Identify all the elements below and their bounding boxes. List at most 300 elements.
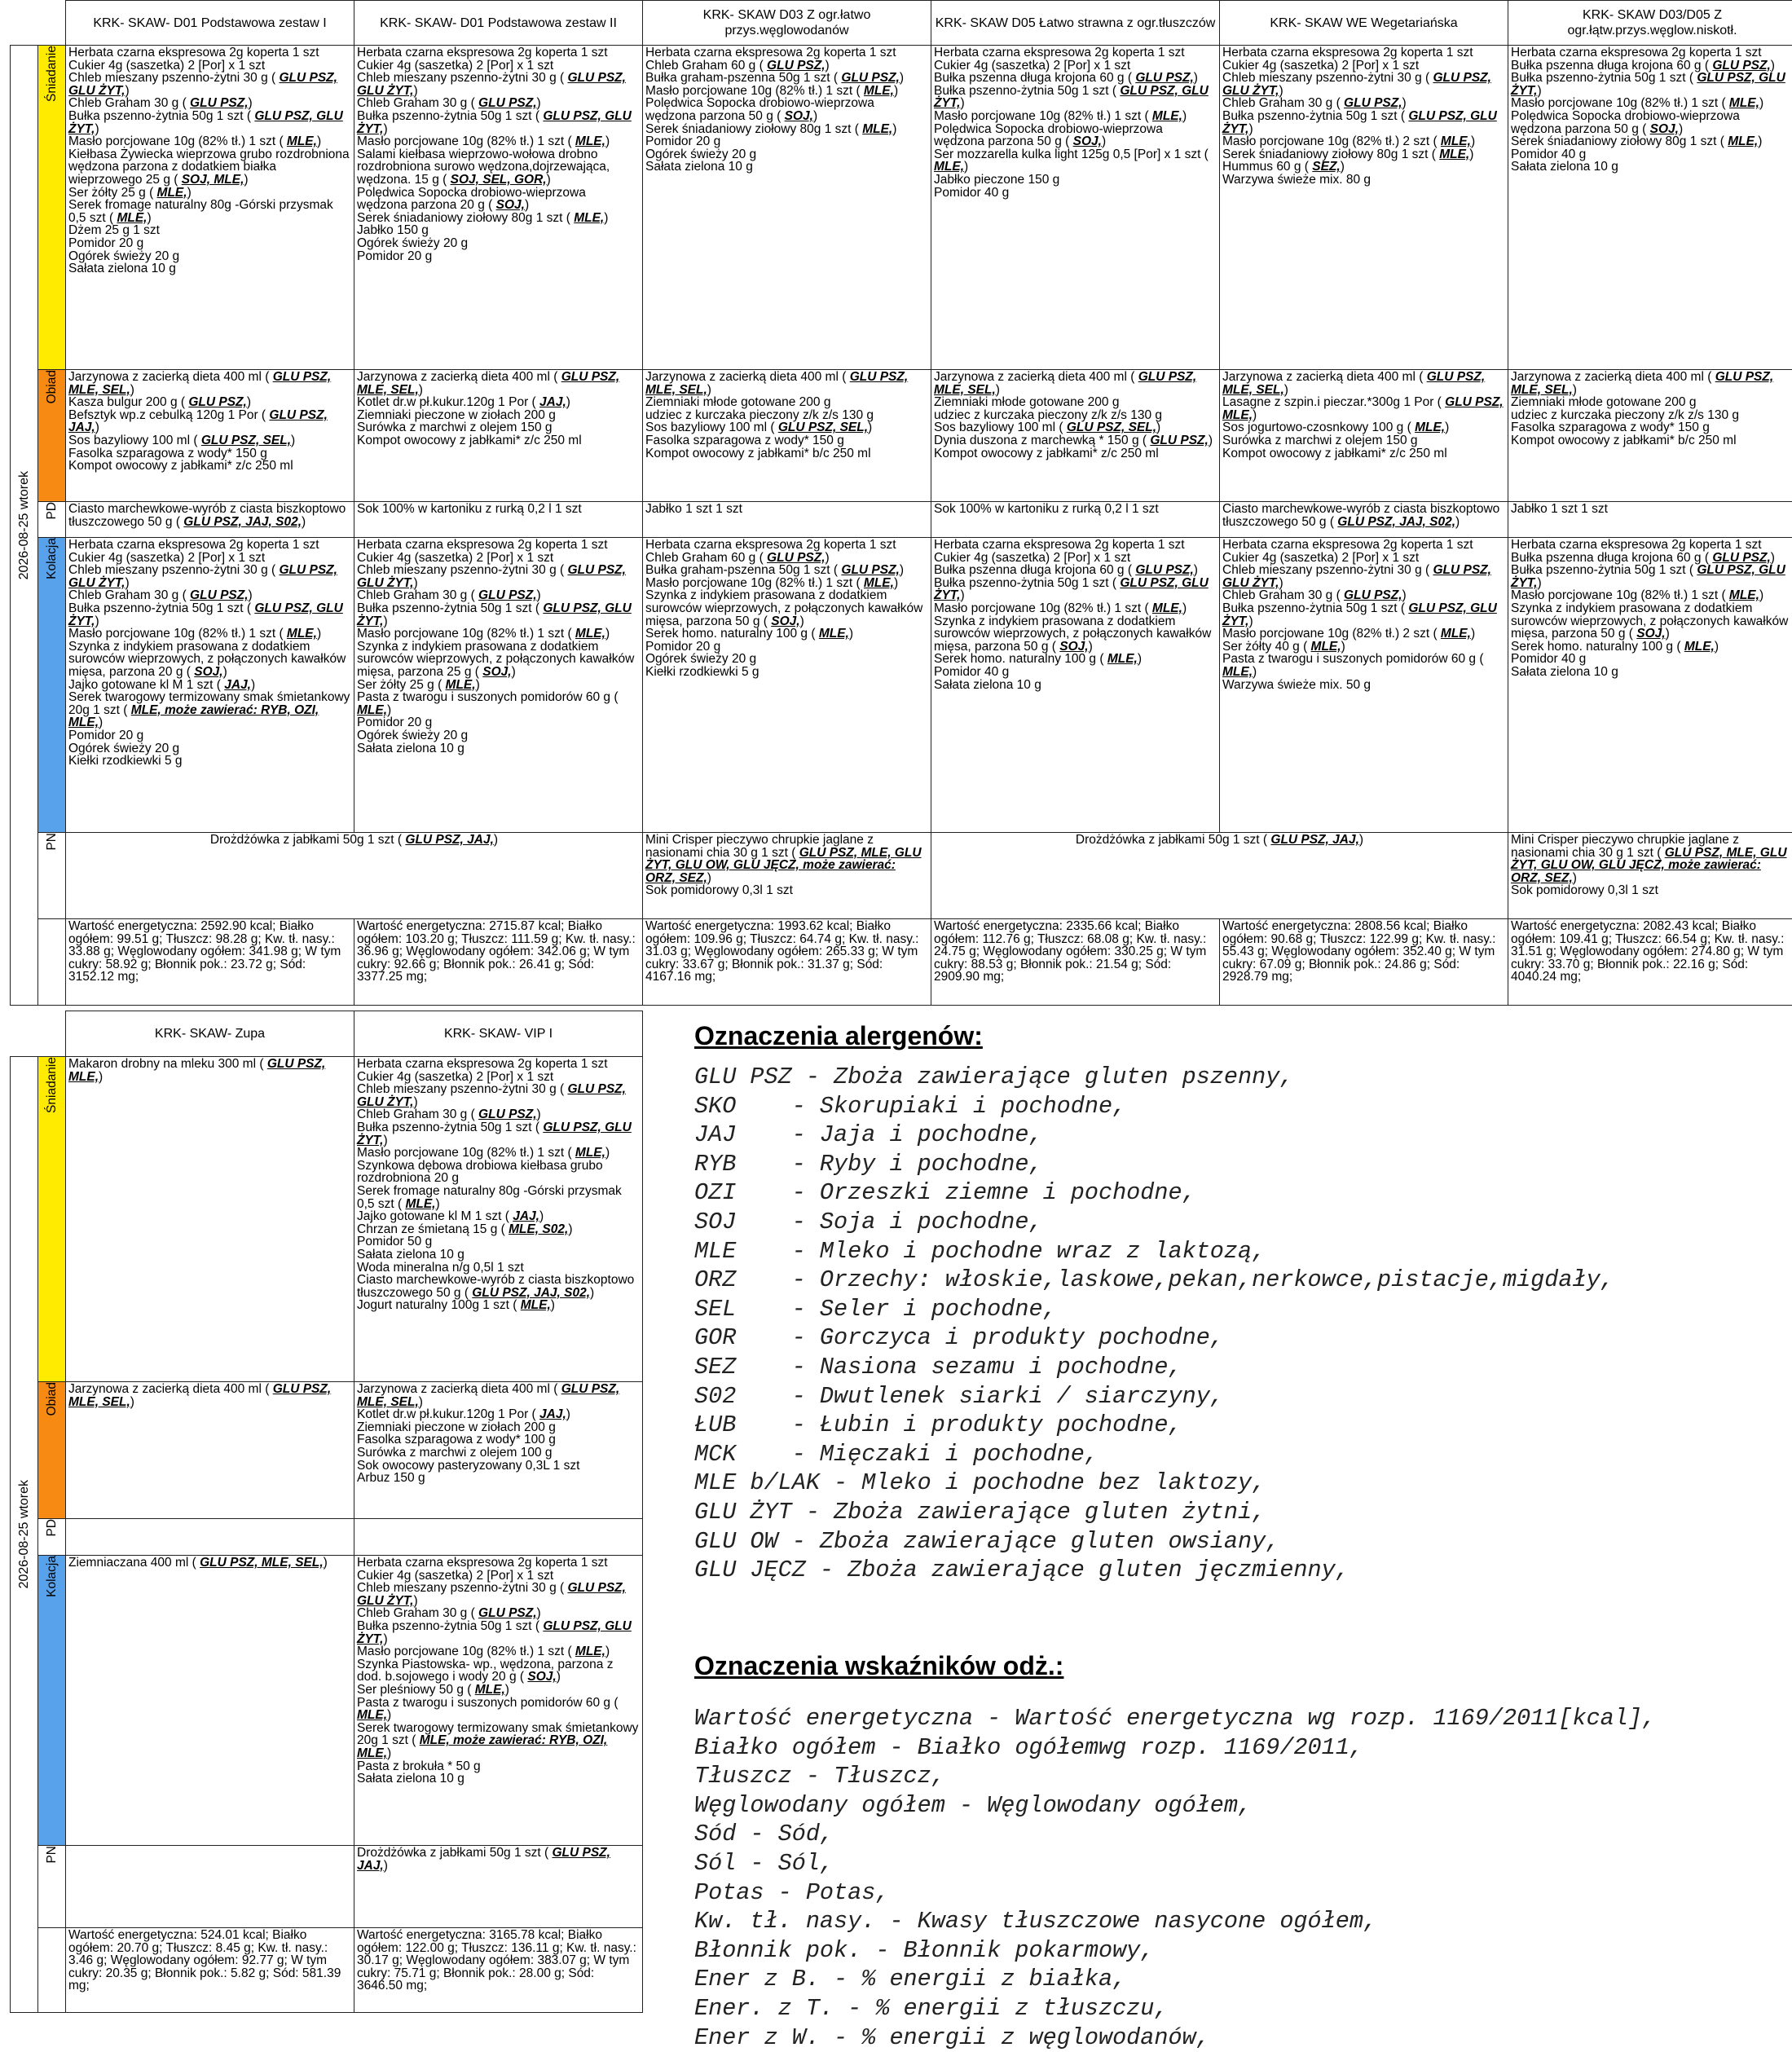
menu-item [357, 72, 640, 97]
menu-item-text: Chleb Graham 30 g ( [68, 588, 190, 602]
allergen-codes: GLU PSZ, GLU ŻYT, [357, 601, 632, 628]
menu-item [68, 627, 351, 641]
allergen-codes: MLE, [475, 1683, 505, 1697]
menu-item [68, 262, 351, 275]
menu-item-text: Fasolka szparagowa z wody* 150 g [1511, 421, 1710, 434]
menu-item [934, 123, 1217, 148]
allergen-codes: MLE, [1728, 134, 1758, 148]
allergen-codes: GLU PSZ, GLU ŻYT, [68, 601, 343, 628]
allergen-codes: MLE, [575, 1645, 605, 1658]
menu-item [357, 1108, 640, 1121]
menu-item-text: Kiełki rzodkiewki 5 g [68, 754, 183, 768]
allergen-codes: MLE, [864, 84, 894, 98]
menu-item [1511, 602, 1792, 641]
menu-item-text: Herbata czarna ekspresowa 2g koperta 1 szt [1511, 538, 1762, 552]
menu-item [357, 1772, 640, 1786]
menu-item-text: Chleb Graham 30 g ( [1222, 96, 1344, 110]
menu-item [1511, 409, 1792, 422]
menu-item-text: udziec z kurczaka pieczony z/k z/s 130 g [934, 408, 1162, 422]
menu-item-text: Herbata czarna ekspresowa 2g koperta 1 szt [1511, 46, 1762, 59]
menu-item [68, 1383, 351, 1408]
menu-item-text: Chleb mieszany pszenno-żytni 30 g ( [1222, 71, 1433, 85]
menu-cell [643, 370, 931, 502]
date-label: 2026-08-25 wtorek [16, 471, 33, 579]
menu-item-text: Kotlet dr.w pł.kukur.120g 1 Por ( [357, 1407, 539, 1421]
allergen-codes: JAJ, [539, 1407, 566, 1421]
allergen-close: ) [1759, 588, 1763, 602]
allergen-close: ) [251, 678, 255, 692]
menu-item [1222, 503, 1505, 528]
menu-item-text: Pomidor 20 g [68, 729, 143, 742]
allergen-close: ) [1359, 833, 1363, 847]
menu-item [357, 503, 640, 516]
allergen-codes: GLU PSZ, [190, 588, 248, 602]
menu-item [1222, 59, 1505, 73]
allergen-close: ) [813, 109, 817, 123]
allergen-codes: GLU PSZ, MLE, [1222, 395, 1504, 422]
menu-item-text: Ziemniaki młode gotowane 200 g [1511, 395, 1696, 409]
allergen-codes: GLU PSZ, [1344, 588, 1402, 602]
menu-item-text: Jarzynowa z zacierką dieta 400 ml ( [357, 370, 561, 384]
menu-item [357, 148, 640, 187]
menu-item-text: Serek śniadaniowy ziołowy 80g 1 szt ( [1222, 148, 1439, 161]
allergen-codes: SOJ, [1636, 627, 1665, 641]
indicator-legend-item: Błonnik pok. - Błonnik pokarmowy, [694, 1936, 1786, 1966]
allergen-close: ) [566, 395, 570, 409]
menu-item-text: Bułka pszenno-żytnia 50g 1 szt ( [357, 601, 543, 615]
allergen-close: ) [387, 1708, 391, 1722]
menu-item [357, 1722, 640, 1760]
menu-item-text: Pasta z twarogu i suszonych pomidorów 60 g ( [357, 1696, 619, 1710]
menu-item-text: Salami kiełbasa wieprzowo-wołowa drobno rozdrobniona surowo wędzona,dojrzewająca, wędzona. 15 g ( [357, 148, 610, 187]
allergen-codes: MLE, [1439, 148, 1469, 161]
allergen-close: ) [960, 588, 964, 602]
allergen-close: ) [383, 1632, 387, 1646]
menu-item-text: Sos jogurtowo-czosnkowy 100 g ( [1222, 421, 1415, 434]
menu-item-text: Masło porcjowane 10g (82% tł.) 1 szt ( [934, 109, 1152, 123]
menu-cell [1220, 46, 1508, 370]
menu-item [357, 1071, 640, 1084]
energy-cell: Wartość energetyczna: 2592.90 kcal; Białko ogółem: 99.51 g; Tłuszcz: 98.28 g; Kw. tł. nasy.: 33.88 g; Węglowodany ogółem: 341.98 g; W tym cukry: 58.92 g; Błonnik pok.: 23.72 g; Sód: 3152.12 mg; [66, 919, 354, 1006]
allergen-close: ) [494, 833, 498, 847]
menu-item [1511, 641, 1792, 654]
allergen-legend-item: MCK - Mięczaki i pochodne, [694, 1440, 1786, 1469]
menu-item [1511, 148, 1792, 161]
allergen-close: ) [387, 1746, 391, 1760]
menu-item-text: Ziemniaki pieczone w ziołach 200 g [357, 408, 556, 422]
allergen-close: ) [1759, 96, 1763, 110]
menu-item [645, 577, 928, 590]
menu-cell [354, 1057, 643, 1382]
allergen-codes: GLU PSZ, MLE, SEL, [357, 370, 619, 397]
menu-cell [643, 538, 931, 833]
menu-item [645, 97, 928, 122]
allergen-codes: MLE, [446, 678, 476, 692]
allergen-close: ) [130, 1395, 134, 1409]
menu-item-text: Hummus 60 g ( [1222, 160, 1312, 174]
menu-item [357, 1847, 640, 1872]
allergen-close: ) [317, 627, 321, 641]
menu-item-text: Sok owocowy pasteryzowany 0,3L 1 szt [357, 1459, 579, 1473]
allergen-close: ) [826, 551, 830, 565]
allergen-codes: MLE, S02, [509, 1222, 568, 1236]
allergen-close: ) [247, 395, 251, 409]
allergen-close: ) [1284, 383, 1288, 397]
allergen-legend-item: MLE b/LAK - Mleko i pochodne bez laktozy, [694, 1469, 1786, 1498]
allergen-codes: MLE, może zawierać: RYB, OZI, MLE, [357, 1733, 607, 1760]
menu-item-text: Ser żółty 25 g ( [68, 186, 157, 200]
allergen-close: ) [1279, 576, 1283, 590]
allergen-codes: MLE, [357, 1708, 387, 1722]
menu-item-text: Masło porcjowane 10g (82% tł.) 1 szt ( [645, 576, 864, 590]
menu-cell [1220, 370, 1508, 502]
menu-item [1222, 371, 1505, 396]
menu-item-text: Cukier 4g (saszetka) 2 [Por] x 1 szt [934, 59, 1130, 73]
allergen-close: ) [604, 211, 608, 225]
menu-item [357, 1299, 640, 1312]
menu-item [68, 503, 351, 528]
menu-item-text: Bułka pszenno-żytnia 50g 1 szt ( [357, 1619, 543, 1633]
allergen-close: ) [1471, 627, 1475, 641]
menu-item-text: Jarzynowa z zacierką dieta 400 ml ( [645, 370, 850, 384]
allergen-close: ) [1771, 59, 1775, 73]
menu-item [68, 589, 351, 602]
allergen-codes: GLU PSZ, GLU ŻYT, [357, 1581, 626, 1608]
allergen-close: ) [476, 678, 480, 692]
menu-cell [66, 1846, 354, 1928]
diet-header: KRK- SKAW- VIP I [354, 1011, 643, 1057]
menu-item-text: Drożdżówka z jabłkami 50g 1 szt ( [1076, 833, 1270, 847]
menu-item-text: Surówka z marchwi z olejem 100 g [357, 1446, 553, 1460]
allergen-close: ) [1182, 109, 1187, 123]
menu-item-text: Kompot owocowy z jabłkami* b/c 250 ml [1511, 434, 1737, 447]
indicator-legend-item: Ener z B. - % energii z białka, [694, 1965, 1786, 1994]
menu-item [645, 552, 928, 565]
allergen-close: ) [419, 383, 423, 397]
menu-item-text: Bułka pszenna długa krojona 60 g ( [934, 563, 1135, 577]
menu-item [68, 199, 351, 224]
allergen-codes: MLE, [819, 627, 849, 641]
menu-item [645, 135, 928, 148]
allergen-close: ) [1666, 627, 1670, 641]
menu-item [645, 653, 928, 666]
menu-item-text: Bułka pszenno-żytnia 50g 1 szt ( [357, 109, 543, 123]
menu-item [357, 691, 640, 716]
menu-item [357, 212, 640, 225]
menu-item [357, 602, 640, 627]
menu-item [357, 1658, 640, 1684]
menu-item [934, 552, 1217, 565]
allergen-codes: MLE, [287, 134, 317, 148]
menu-item [645, 539, 928, 552]
meal-label-blank [38, 1928, 66, 2013]
menu-item-text: Chleb Graham 30 g ( [357, 1107, 478, 1121]
allergen-codes: MLE, [1107, 652, 1138, 666]
menu-item [645, 396, 928, 409]
allergen-codes: GLU PSZ, [1150, 434, 1208, 447]
allergen-close: ) [826, 59, 830, 73]
menu-item-text: Jajko gotowane kl M 1 szt ( [68, 678, 224, 692]
menu-item [357, 1408, 640, 1421]
allergen-codes: GLU PSZ, MLE, GLU ŻYT, GLU OW, GLU JĘCZ, może zawierać: ORZ, SEZ, [645, 846, 922, 885]
menu-cell [66, 833, 643, 919]
menu-item [1511, 396, 1792, 409]
menu-item [357, 46, 640, 59]
menu-item [357, 1235, 640, 1248]
menu-item-text: Jabłko pieczone 150 g [934, 173, 1059, 187]
allergen-close: ) [537, 1606, 541, 1620]
allergen-close: ) [387, 703, 391, 717]
allergen-codes: GLU PSZ, [478, 588, 536, 602]
menu-item-text: Ciasto marchewkowe-wyrób z ciasta biszkoptowo tłuszczowego 50 g ( [68, 502, 346, 529]
menu-item-text: Serek homo. naturalny 100 g ( [1511, 640, 1684, 654]
allergen-close: ) [413, 576, 417, 590]
allergen-codes: JAJ, [513, 1209, 539, 1223]
menu-item-text: Szynka z indykiem prasowana z dodatkiem surowców wieprzowych, z połączonych kawałków mięsa, parzona 50 g ( [645, 588, 922, 627]
menu-item-text: Bułka graham-pszenna 50g 1 szt ( [645, 563, 841, 577]
menu-item [357, 679, 640, 692]
allergen-close: ) [147, 211, 151, 225]
menu-item-text: Jogurt naturalny 100g 1 szt ( [357, 1298, 521, 1312]
allergen-codes: JAJ, [224, 678, 251, 692]
menu-item [1511, 884, 1792, 897]
menu-item [68, 552, 351, 565]
allergen-codes: SOJ, [194, 665, 222, 679]
menu-item-text: Chleb Graham 60 g ( [645, 59, 767, 73]
menu-item [934, 59, 1217, 73]
menu-item [1222, 148, 1505, 161]
menu-item [357, 250, 640, 263]
menu-cell [66, 1057, 354, 1382]
allergen-close: ) [1138, 652, 1142, 666]
menu-item [357, 1083, 640, 1108]
allergen-close: ) [99, 716, 103, 729]
allergen-codes: MLE, [1441, 134, 1471, 148]
menu-cell [66, 1519, 354, 1556]
menu-item [357, 1557, 640, 1570]
menu-item [357, 1570, 640, 1583]
allergen-codes: GLU PSZ, GLU ŻYT, [934, 576, 1209, 603]
menu-item-text: Pomidor 50 g [357, 1235, 432, 1248]
allergen-legend-item: GLU ŻYT - Zboża zawierające gluten żytni, [694, 1498, 1786, 1527]
allergen-close: ) [551, 1298, 555, 1312]
allergen-close: ) [868, 421, 872, 434]
menu-item-text: Kompot owocowy z jabłkami* z/c 250 ml [68, 459, 293, 473]
menu-item-text: Sałata zielona 10 g [1511, 160, 1618, 174]
diet-header: KRK- SKAW- D01 Podstawowa zestaw I [66, 1, 354, 46]
allergen-close: ) [1341, 640, 1345, 654]
menu-item-text: Bułka graham-pszenna 50g 1 szt ( [645, 71, 841, 85]
allergen-codes: GLU PSZ, [478, 1606, 536, 1620]
allergen-close: ) [1573, 871, 1577, 885]
allergen-legend-item: MLE - Mleko i pochodne wraz z laktozą, [694, 1237, 1786, 1266]
allergen-close: ) [249, 588, 253, 602]
menu-item-text: Ciasto marchewkowe-wyrób z ciasta biszkoptowo tłuszczowego 50 g ( [357, 1273, 634, 1300]
allergen-close: ) [900, 563, 904, 577]
menu-item [934, 503, 1217, 516]
menu-item [1511, 666, 1792, 679]
allergen-close: ) [249, 96, 253, 110]
menu-item-text: Pasta z twarogu i suszonych pomidorów 60 g ( [1222, 652, 1484, 666]
menu-item-text: Herbata czarna ekspresowa 2g koperta 1 szt [357, 46, 608, 59]
allergen-codes: GLU PSZ, GLU ŻYT, [1222, 71, 1491, 98]
meal-label-pn: PN [38, 833, 66, 919]
allergen-codes: SOJ, MLE, [182, 173, 244, 187]
menu-item-text: Jabłko 1 szt 1 szt [645, 502, 742, 516]
allergen-legend-item: GLU JĘCZ - Zboża zawierające gluten jęczmienny, [694, 1556, 1786, 1585]
allergen-close: ) [892, 122, 896, 136]
allergen-close: ) [1102, 134, 1106, 148]
menu-item [934, 110, 1217, 123]
date-cell [11, 46, 38, 1006]
allergen-close: ) [1194, 71, 1198, 85]
allergen-codes: MLE, [1152, 601, 1182, 615]
menu-cell [354, 46, 643, 370]
menu-item [934, 371, 1217, 396]
allergen-codes: GLU PSZ, [1344, 96, 1402, 110]
menu-item-text: Herbata czarna ekspresowa 2g koperta 1 szt [68, 46, 319, 59]
allergen-codes: GLU PSZ, [767, 551, 825, 565]
allergen-close: ) [1253, 665, 1257, 679]
menu-item [1511, 72, 1792, 97]
date-cell [11, 1057, 38, 2013]
menu-item [934, 187, 1217, 200]
allergen-legend-item: GLU PSZ - Zboża zawierające gluten pszenny, [694, 1063, 1786, 1092]
allergen-close: ) [413, 1594, 417, 1608]
allergen-close: ) [525, 198, 529, 212]
indicator-legend [694, 1650, 1786, 2052]
menu-item-text: Pomidor 20 g [357, 716, 432, 729]
menu-item-text: Ogórek świeży 20 g [357, 729, 468, 742]
menu-item-text: Bułka pszenna długa krojona 60 g ( [934, 71, 1135, 85]
diet-header: KRK- SKAW D03 Z ogr.łatwo przys.węglowodanów [643, 1, 931, 46]
menu-item [645, 589, 928, 627]
menu-item [1511, 539, 1792, 552]
menu-item-text: Drożdżówka z jabłkami 50g 1 szt ( [210, 833, 405, 847]
menu-item-text: Polędwica Sopocka drobiowo-wieprzowa wędzona parzona 50 g ( [934, 122, 1163, 149]
allergen-codes: MLE, [575, 1146, 605, 1160]
menu-item-text: Ziemniaki młode gotowane 200 g [934, 395, 1119, 409]
allergen-close: ) [566, 1407, 570, 1421]
allergen-codes: GLU PSZ, JAJ, [68, 408, 328, 435]
menu-item-text: Herbata czarna ekspresowa 2g koperta 1 szt [357, 1556, 608, 1570]
menu-item [68, 834, 640, 847]
allergen-close: ) [605, 627, 610, 641]
allergen-codes: SOJ, [496, 198, 525, 212]
menu-item-text: Lasagne z szpin.i pieczar.*300g 1 Por ( [1222, 395, 1445, 409]
menu-item-text: Jabłko 1 szt 1 szt [1511, 502, 1608, 516]
menu-item [68, 434, 351, 447]
allergen-legend-item: SEZ - Nasiona sezamu i pochodne, [694, 1353, 1786, 1382]
menu-item-text: Fasolka szparagowa z wody* 150 g [645, 434, 844, 447]
menu-item-text: Bułka pszenno-żytnia 50g 1 szt ( [1222, 601, 1408, 615]
corner-blank [11, 1011, 66, 1057]
menu-item-text: Serek śniadaniowy ziołowy 80g 1 szt ( [1511, 134, 1728, 148]
allergen-close: ) [1455, 515, 1460, 529]
menu-item [357, 1185, 640, 1210]
allergen-codes: GLU PSZ, [841, 563, 899, 577]
menu-item [68, 237, 351, 250]
allergen-codes: GLU PSZ, MLE, SEL, [200, 1556, 324, 1570]
allergen-codes: SOJ, [1059, 640, 1088, 654]
allergen-codes: GLU PSZ, [188, 395, 246, 409]
allergen-close: ) [419, 1395, 423, 1409]
allergen-codes: GLU PSZ, GLU ŻYT, [1222, 109, 1497, 136]
allergen-legend-item: SOJ - Soja i pochodne, [694, 1208, 1786, 1237]
menu-item-text: Ogórek świeży 20 g [645, 652, 756, 666]
menu-item-text: Masło porcjowane 10g (82% tł.) 1 szt ( [357, 1146, 575, 1160]
allergen-codes: GLU PSZ, GLU ŻYT, [357, 1121, 632, 1147]
allergen-close: ) [537, 588, 541, 602]
menu-item-text: Herbata czarna ekspresowa 2g koperta 1 szt [1222, 538, 1473, 552]
menu-item [934, 396, 1217, 409]
menu-item [645, 434, 928, 447]
indicator-legend-title: Oznaczenia wskaźników odż.: [694, 1650, 1786, 1681]
menu-item [934, 421, 1217, 434]
menu-item-text: Sałata zielona 10 g [357, 742, 465, 755]
menu-item-text: Cukier 4g (saszetka) 2 [Por] x 1 szt [357, 1569, 553, 1583]
allergen-close: ) [996, 383, 1000, 397]
menu-item-text: Sałata zielona 10 g [645, 160, 753, 174]
menu-item [934, 539, 1217, 552]
allergen-codes: MLE, [405, 1197, 435, 1211]
allergen-close: ) [960, 96, 964, 110]
indicator-legend-item: Sód - Sód, [694, 1820, 1786, 1849]
allergen-close: ) [1279, 84, 1283, 98]
date-label: 2026-08-25 wtorek [16, 1480, 33, 1588]
menu-item-text: Jarzynowa z zacierką dieta 400 ml ( [68, 370, 273, 384]
allergen-codes: GLU PSZ, JAJ, [357, 1846, 610, 1873]
menu-cell [931, 370, 1220, 502]
diet-header: KRK- SKAW D03/D05 Z ogr.łątw.przys.węglow.niskotł. [1508, 1, 1792, 46]
allergen-codes: GLU PSZ, JAJ, [1270, 833, 1359, 847]
menu-item [357, 729, 640, 742]
allergen-close: ) [1537, 576, 1541, 590]
allergen-codes: GLU PSZ, JAJ, [405, 833, 494, 847]
menu-item-text: Kasza bulgur 200 g ( [68, 395, 188, 409]
allergen-list [694, 1063, 1786, 1585]
menu-item-text: Bułka pszenna długa krojona 60 g ( [1511, 551, 1712, 565]
indicator-list [694, 1704, 1786, 2052]
menu-item [934, 148, 1217, 174]
menu-cell [354, 1556, 643, 1846]
menu-item-text: Ziemniaki młode gotowane 200 g [645, 395, 830, 409]
allergen-codes: GLU PSZ, MLE, SEL, [1222, 370, 1485, 397]
indicator-legend-item: Sól - Sól, [694, 1849, 1786, 1878]
menu-item [357, 1223, 640, 1236]
allergen-codes: GLU PSZ, GLU ŻYT, [357, 71, 626, 98]
menu-item-text: Ziemniaczana 400 ml ( [68, 1556, 200, 1570]
indicator-legend-item: Ener z W. - % energii z węglowodanów, [694, 2023, 1786, 2052]
menu-item-text: Chleb Graham 30 g ( [68, 96, 190, 110]
menu-item [357, 1582, 640, 1607]
allergen-close: ) [291, 434, 295, 447]
menu-cell [931, 46, 1220, 370]
menu-item [357, 1160, 640, 1185]
allergen-codes: SOJ, [785, 109, 813, 123]
menu-item-text: Cukier 4g (saszetka) 2 [Por] x 1 szt [357, 1070, 553, 1084]
menu-item [68, 59, 351, 73]
menu-item [357, 539, 640, 552]
menu-item-text: Chleb mieszany pszenno-żytni 30 g ( [1222, 563, 1433, 577]
menu-item [68, 447, 351, 460]
allergen-codes: GLU PSZ, GLU ŻYT, [1222, 601, 1497, 628]
menu-item [1222, 110, 1505, 135]
menu-item-text: Chleb Graham 30 g ( [357, 96, 478, 110]
menu-item-text: Bułka pszenno-żytnia 50g 1 szt ( [1222, 109, 1408, 123]
indicator-legend-item: Ener. z T. - % energii z tłuszczu, [694, 1994, 1786, 2023]
allergen-codes: MLE, [862, 122, 892, 136]
